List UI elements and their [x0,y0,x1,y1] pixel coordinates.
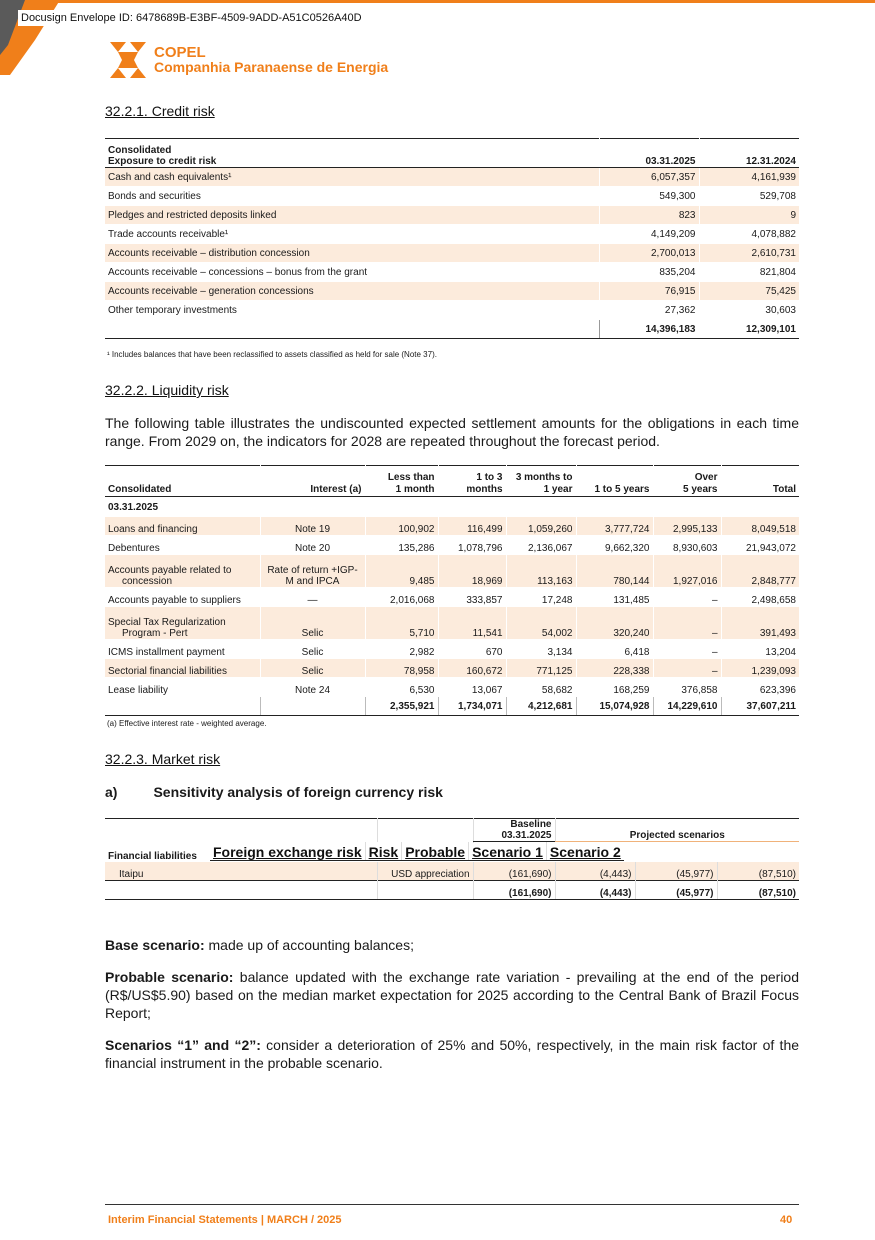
table-row: ICMS installment payment Selic 2,982 670 3,134 6,418 – 13,204 [105,640,799,659]
table-header-top: Baseline 03.31.2025 Projected scenarios [105,819,799,842]
table-header: Consolidated Interest (a) Less than 1 month 1 to 3 months 3 months to 1 year 1 to 5 years Over 5 years Total [105,466,799,497]
total-row: (161,690) (4,443) (45,977) (87,510) [105,881,799,900]
table-row: Debentures Note 20 135,286 1,078,796 2,136,067 9,662,320 8,930,603 21,943,072 [105,536,799,555]
liquidity-risk-heading: 32.2.2. Liquidity risk [105,382,229,398]
table-row: Accounts receivable – concessions – bonus from the grant 835,204 821,804 [105,263,799,282]
projected-scenarios-header: Projected scenarios [555,819,799,842]
table-row: Sectorial financial liabilities Selic 78,958 160,672 771,125 228,338 – 1,239,093 [105,659,799,678]
table-header: Foreign exchange risk Risk Probable Scenario 1 Scenario 2 [210,842,624,861]
table-row: Accounts receivable – distribution concession 2,700,013 2,610,731 [105,244,799,263]
copel-logo-icon [108,40,148,80]
credit-risk-table [105,138,799,339]
table-row: Special Tax Regularization Program - Pert Selic 5,710 11,541 54,002 320,240 – 391,493 [105,607,799,640]
liquidity-footnote: (a) Effective interest rate - weighted average. [107,719,267,728]
top-accent-line [0,0,875,3]
credit-risk-heading: 32.2.1. Credit risk [105,103,215,119]
table-row: Itaipu USD appreciation (161,690) (4,443) (45,977) (87,510) [105,862,799,881]
section-row: 03.31.2025 [108,501,159,513]
table-row: Accounts receivable – generation concessions 76,915 75,425 [105,282,799,301]
header-label: Consolidated Exposure to credit risk [105,139,599,168]
logo-fullname: Companhia Paranaense de Energia [154,59,389,75]
credit-footnote: ¹ Includes balances that have been reclassified to assets classified as held for sale (Note 37). [107,350,437,359]
company-logo [108,40,388,80]
liquidity-paragraph: The following table illustrates the undiscounted expected settlement amounts for the obligations in each time range. From 2029 on, the indicators for 2028 are repeated throughout the forecast period. [105,415,799,449]
base-scenario-paragraph: Base scenario: made up of accounting balances; [105,937,414,953]
market-risk-heading: 32.2.3. Market risk [105,751,221,767]
liquidity-risk-table [105,465,799,716]
total-row: 14,396,183 12,309,101 [105,320,799,339]
table-row: Lease liability Note 24 6,530 13,067 58,682 168,259 376,858 623,396 [105,678,799,697]
table-row: Other temporary investments 27,362 30,603 [105,301,799,320]
header-col-2024: 12.31.2024 [699,139,799,168]
logo-name: COPEL [154,44,206,61]
table-row: Accounts payable to suppliers — 2,016,068 333,857 17,248 131,485 – 2,498,658 [105,588,799,607]
table-row: Bonds and securities 549,300 529,708 [105,187,799,206]
total-row: 2,355,921 1,734,071 4,212,681 15,074,928 14,229,610 37,607,211 [105,697,799,716]
footer-divider [105,1204,799,1205]
envelope-id: Docusign Envelope ID: 6478689B-E3BF-4509-9ADD-A51C0526A40D [18,10,365,26]
table-row: Accounts payable related to concession Rate of return +IGP- M and IPCA 9,485 18,969 113,163 780,144 1,927,016 2,848,777 [105,555,799,588]
probable-scenario-paragraph: Probable scenario: balance updated with the exchange rate variation - prevailing at the end of the period (R$/US$5.90) based on the median market expectation for 2025 according to the Central Bank of Brazil Focus Report; [105,969,799,1021]
page-number: 40 [780,1214,793,1226]
table-row: Pledges and restricted deposits linked 823 9 [105,206,799,225]
footer-title: Interim Financial Statements | MARCH / 2025 [108,1214,342,1226]
table-row: Loans and financing Note 19 100,902 116,499 1,059,260 3,777,724 2,995,133 8,049,518 [105,517,799,536]
table-header [105,139,799,168]
header-col-2025: 03.31.2025 [599,139,699,168]
foreign-currency-table [105,818,799,900]
table-row: Trade accounts receivable¹ 4,149,209 4,078,882 [105,225,799,244]
section-row: Financial liabilities [108,851,197,862]
table-row: Cash and cash equivalents¹ 6,057,357 4,161,939 [105,168,799,187]
sensitivity-subheading: a) Sensitivity analysis of foreign currency risk [105,784,443,800]
scenarios-paragraph: Scenarios “1” and “2”: consider a deterioration of 25% and 50%, respectively, in the main risk factor of the financial instrument in the probable scenario. [105,1037,800,1071]
